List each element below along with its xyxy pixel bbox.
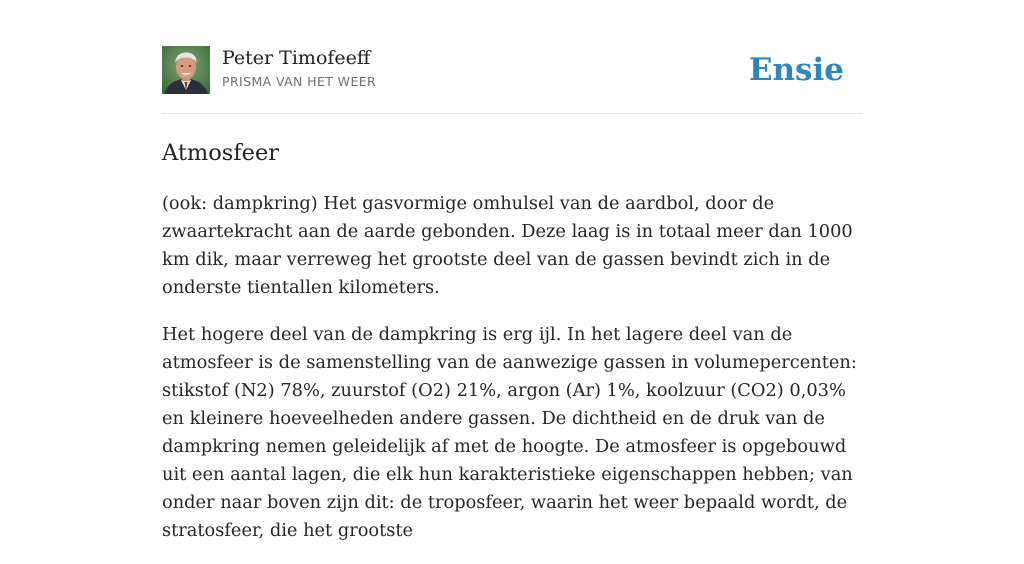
paragraph: (ook: dampkring) Het gasvormige omhulsel van de aardbol, door de zwaartekracht aan de aarde gebonden. Deze laag is in totaal meer dan 1000 km dik, maar verreweg het grootste deel van de gassen bevindt zich in de onderste tientallen kilometers. xyxy=(162,193,853,298)
author-header xyxy=(162,46,862,96)
person-avatar-icon xyxy=(162,46,210,94)
brand-logo[interactable]: Ensie xyxy=(748,52,844,88)
author-source[interactable]: PRISMA VAN HET WEER xyxy=(222,74,377,89)
author-avatar[interactable] xyxy=(162,46,210,94)
author-name[interactable]: Peter Timofeeff xyxy=(222,47,371,69)
header-divider xyxy=(162,113,862,114)
article-body xyxy=(162,190,862,564)
page-title: Atmosfeer xyxy=(162,140,280,166)
paragraph: Het hogere deel van de dampkring is erg ijl. In het lagere deel van de atmosfeer is de samenstelling van de aanwezige gassen in volumepercenten: stikstof (N2) 78%, zuurstof (O2) 21%, argon (Ar) 1%, koolzuur (CO2) 0,03% en kleinere hoeveelheden andere gassen. De dichtheid en de druk van de dampkring nemen geleidelijk af met de hoogte. De atmosfeer is opgebouwd uit een aantal lagen, die elk hun karakteristieke eigenschappen hebben; van onder naar boven zijn dit: de troposfeer, waarin het weer bepaald wordt, de stratosfeer, die het grootste xyxy=(162,324,857,541)
